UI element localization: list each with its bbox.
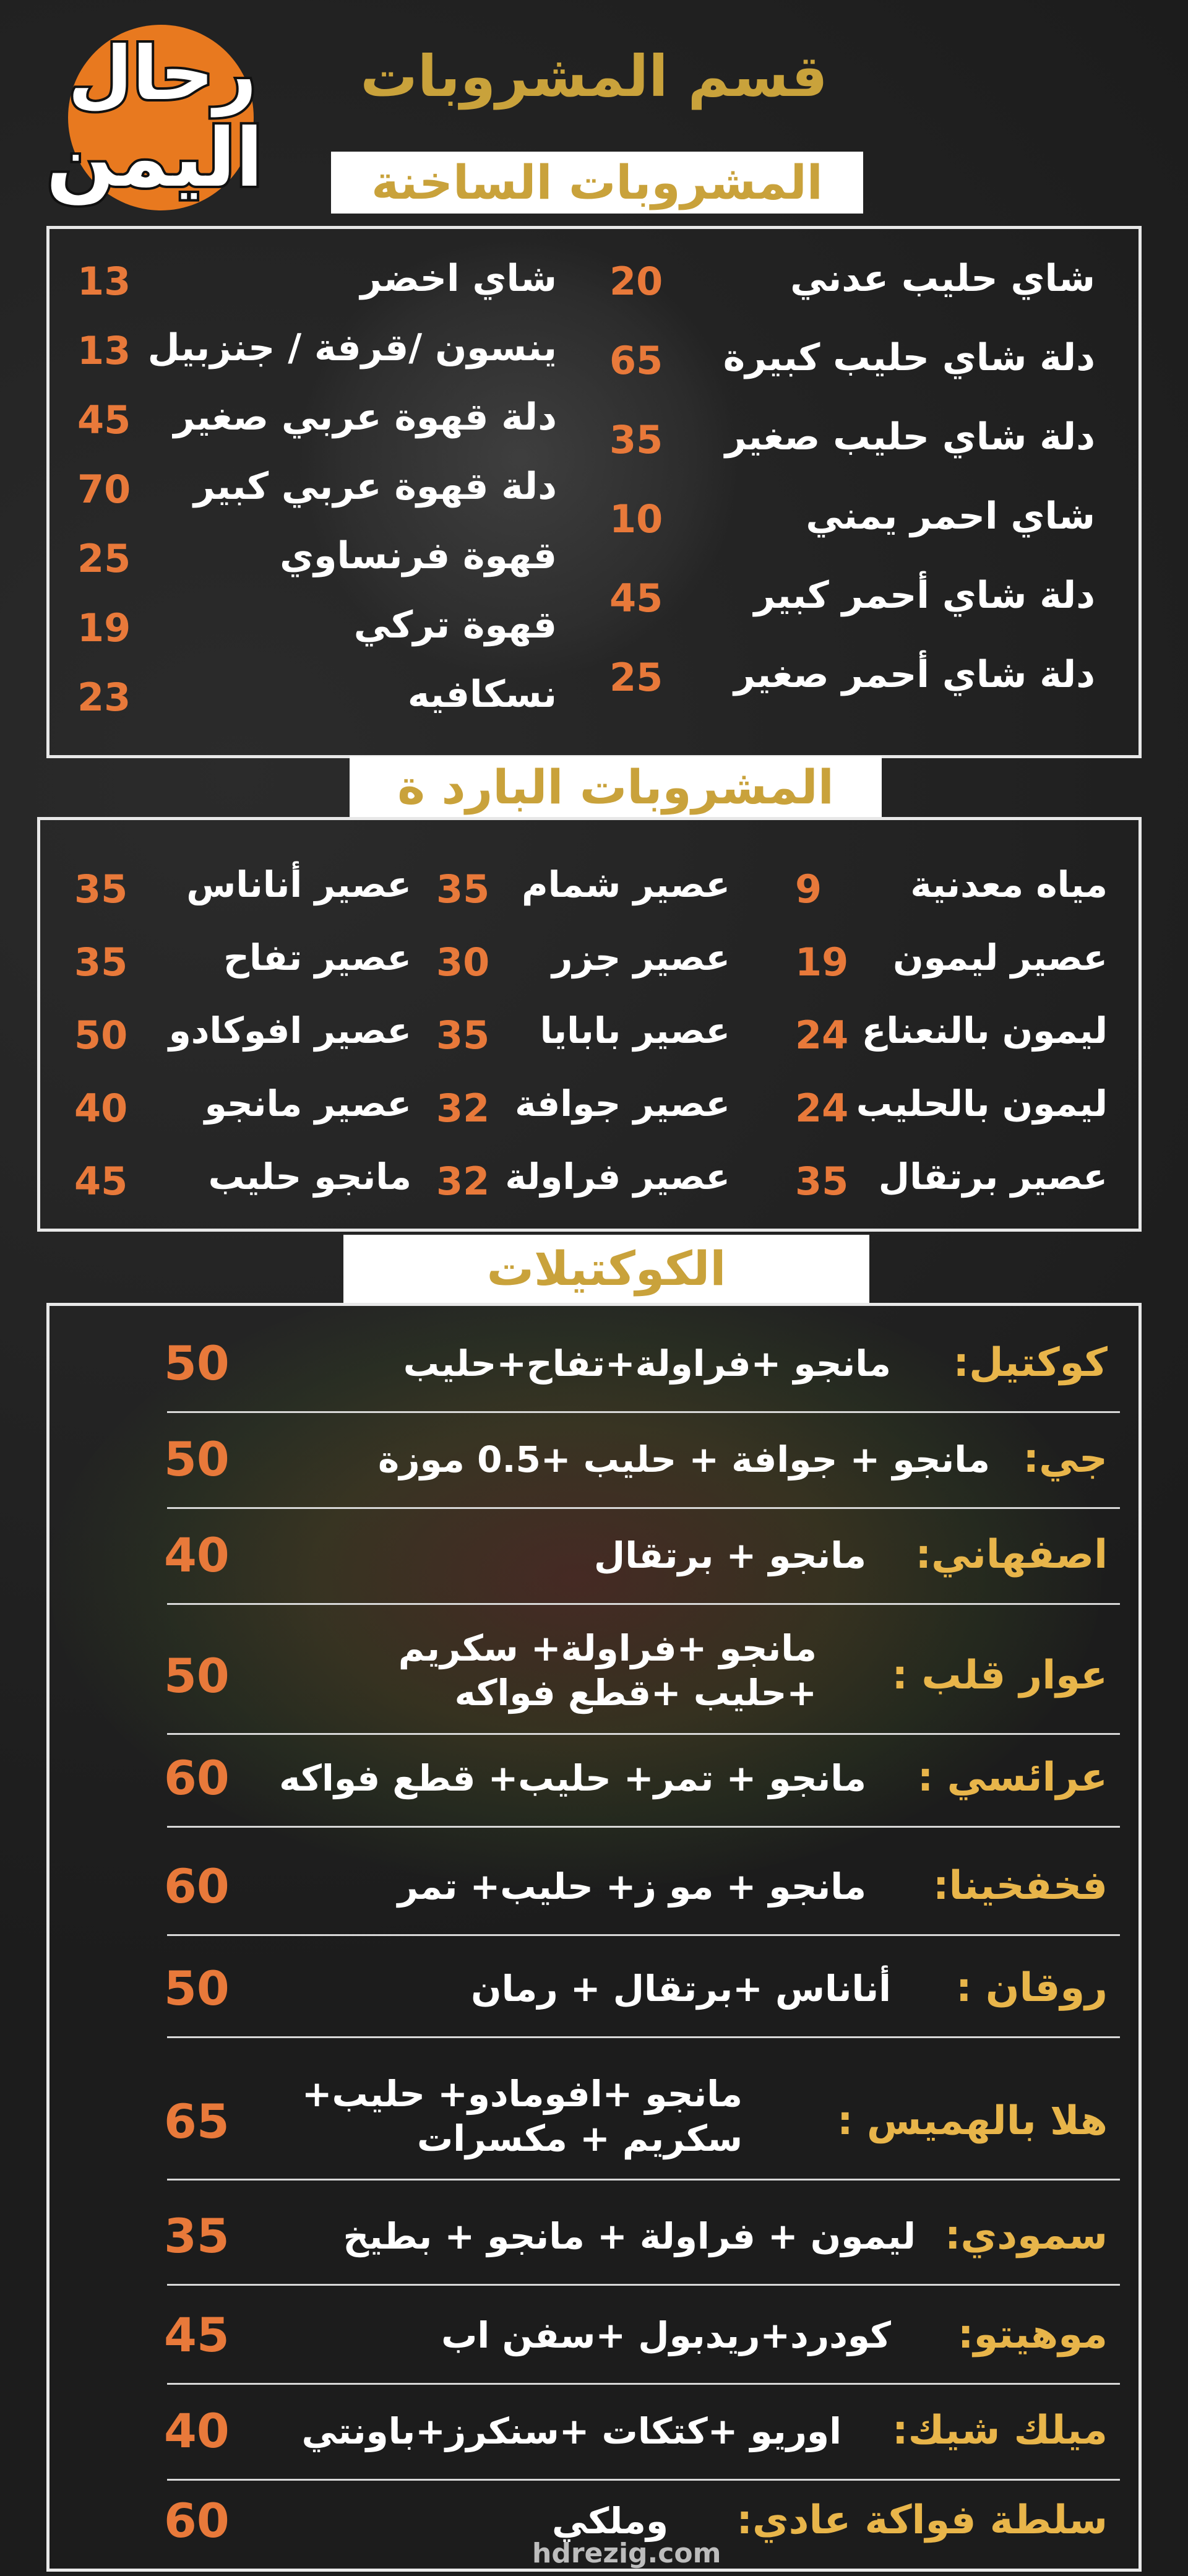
divider	[167, 1411, 1120, 1413]
hot-item-price: 25	[77, 536, 131, 581]
divider	[167, 1507, 1120, 1509]
cocktail-price: 60	[164, 1859, 230, 1914]
hot-drinks-title: المشروبات الساخنة	[331, 152, 863, 214]
hot-item-name: دلة شاي أحمر كبير	[754, 574, 1095, 617]
cocktail-price: 35	[164, 2208, 230, 2263]
cocktail-name: سمودي:	[944, 2213, 1108, 2258]
hot-item-price: 25	[609, 655, 663, 700]
hot-item-name: قهوة تركي	[353, 603, 557, 647]
cocktail-name: فخفخينا:	[932, 1863, 1108, 1909]
hot-item-name: دلة قهوة عربي كبير	[193, 465, 557, 508]
cocktail-price: 60	[164, 1750, 230, 1805]
cocktail-ingredients: مانجو +فراولة+تفاح+حليب	[403, 1342, 891, 1385]
cocktail-name: جي:	[1023, 1436, 1108, 1482]
cocktail-name: موهيتو:	[957, 2312, 1108, 2358]
cocktail-ingredients: كودرد+ريدبول +سفن اب	[441, 2314, 891, 2356]
divider	[167, 1934, 1120, 1936]
cold-item-price: 35	[74, 867, 128, 912]
cocktail-price: 50	[164, 1961, 230, 2016]
hot-item-price: 13	[77, 328, 131, 373]
cold-item-name: عصير بابايا	[540, 1009, 730, 1052]
cocktail-name: سلطة فواكة عادي:	[736, 2497, 1108, 2543]
hot-item-price: 20	[609, 259, 663, 304]
divider	[167, 2479, 1120, 2481]
cold-item-price: 35	[436, 867, 490, 912]
cold-item-name: عصير ليمون	[893, 936, 1108, 979]
logo-line1: رحال	[68, 31, 257, 117]
hot-item-name: دلة قهوة عربي صغير	[173, 395, 557, 439]
cocktail-price: 60	[164, 2493, 230, 2548]
logo-line2: اليمن	[46, 111, 264, 205]
cold-item-name: ليمون بالنعناع	[861, 1009, 1108, 1052]
hot-item-name: شاي اخضر	[360, 257, 557, 300]
divider	[167, 1733, 1120, 1735]
cold-item-price: 30	[436, 940, 490, 985]
cold-item-price: 24	[795, 1013, 849, 1058]
cold-item-name: عصير افوكادو	[168, 1009, 411, 1052]
hot-item-price: 10	[609, 496, 663, 542]
cocktail-ingredients: وملكي	[551, 2500, 668, 2542]
cold-item-price: 40	[74, 1086, 128, 1131]
hot-item-name: شاي حليب عدني	[790, 257, 1095, 300]
cocktail-price: 65	[164, 2094, 230, 2149]
hot-item-price: 45	[77, 397, 131, 443]
cocktails-title: الكوكتيلات	[343, 1235, 869, 1303]
cold-item-name: عصير برتقال	[878, 1156, 1108, 1198]
cocktail-ingredients: ليمون + فراولة + مانجو + بطيخ	[343, 2215, 916, 2257]
cocktail-price: 40	[164, 1528, 230, 1583]
cold-item-name: مياه معدنية	[910, 863, 1108, 905]
divider	[167, 2284, 1120, 2286]
cocktail-name: ميلك شيك:	[892, 2408, 1108, 2453]
watermark: hdrezig.com	[532, 2538, 721, 2569]
divider	[167, 1603, 1120, 1605]
cold-item-name: مانجو حليب	[208, 1156, 411, 1198]
cocktail-ingredients-line2: +حليب +قطع فواكه	[454, 1672, 817, 1714]
cocktail-name: عرائسي :	[917, 1755, 1108, 1800]
page-title: قسم المشروبات	[360, 43, 828, 110]
cocktail-name: عوار قلب :	[892, 1653, 1108, 1698]
cocktail-price: 40	[164, 2403, 230, 2458]
hot-item-name: شاي احمر يمني	[806, 495, 1095, 538]
cocktail-name: هلا بالهميس :	[837, 2098, 1108, 2144]
cocktail-price: 50	[164, 1648, 230, 1703]
cocktail-price: 45	[164, 2307, 230, 2362]
cocktail-ingredients: اوريو +كتكات +سنكرز+باونتي	[301, 2410, 842, 2452]
hot-item-price: 19	[77, 605, 131, 650]
hot-item-price: 65	[609, 338, 663, 383]
cold-item-price: 32	[436, 1086, 490, 1131]
cocktail-ingredients: مانجو + جوافة + حليب +0.5 موزة	[378, 1438, 990, 1480]
hot-item-price: 13	[77, 259, 131, 304]
hot-item-name: دلة شاي حليب كبيرة	[723, 336, 1095, 379]
cocktail-ingredients: أناناس +برتقال + رمان	[471, 1968, 891, 2010]
hot-item-name: نسكافيه	[407, 673, 557, 716]
cold-item-price: 9	[795, 867, 822, 912]
cocktail-name: اصفهاني:	[915, 1532, 1108, 1578]
cocktails-box	[46, 1303, 1142, 2572]
divider	[167, 2179, 1120, 2181]
cold-item-name: عصير تفاح	[223, 936, 411, 979]
hot-item-name: دلة شاي حليب صغير	[725, 415, 1095, 459]
hot-item-name: ينسون /قرفة / جنزبيل	[147, 326, 557, 370]
cocktail-ingredients: مانجو + برتقال	[593, 1534, 866, 1576]
cold-item-price: 35	[795, 1159, 849, 1204]
cold-item-price: 35	[436, 1013, 490, 1058]
cold-item-name: عصير شمام	[522, 863, 730, 905]
cocktail-ingredients: مانجو + مو ز+ حليب+ تمر	[397, 1865, 866, 1908]
cold-item-name: عصير فراولة	[505, 1156, 730, 1198]
cold-item-name: عصير أناناس	[186, 863, 411, 905]
cold-item-name: عصير جوافة	[515, 1083, 730, 1125]
cocktail-name: روقان :	[955, 1965, 1108, 2011]
cold-item-name: عصير مانجو	[204, 1083, 411, 1125]
cold-item-price: 45	[74, 1159, 128, 1204]
divider	[167, 1826, 1120, 1828]
cocktail-ingredients: مانجو +فراولة+ سكريم	[398, 1627, 817, 1669]
cold-item-price: 24	[795, 1086, 849, 1131]
cold-item-price: 19	[795, 940, 849, 985]
cold-item-price: 32	[436, 1159, 490, 1204]
cold-item-price: 50	[74, 1013, 128, 1058]
cocktail-ingredients-line2: سكريم + مكسرات	[417, 2117, 742, 2159]
cold-item-name: عصير جزر	[552, 936, 730, 979]
cocktail-price: 50	[164, 1336, 230, 1391]
restaurant-logo	[43, 25, 266, 217]
hot-item-price: 45	[609, 576, 663, 621]
cocktail-ingredients: مانجو + تمر+ حليب+ قطع فواكه	[279, 1757, 866, 1799]
hot-item-name: دلة شاي أحمر صغير	[734, 653, 1095, 696]
divider	[167, 2036, 1120, 2038]
cocktail-name: كوكتيل:	[953, 1340, 1108, 1386]
divider	[167, 2383, 1120, 2385]
hot-item-name: قهوة فرنساوي	[280, 534, 557, 577]
cocktail-ingredients: مانجو +افومادو+ حليب+	[301, 2073, 742, 2115]
cocktail-price: 50	[164, 1432, 230, 1487]
hot-item-price: 35	[609, 417, 663, 462]
hot-item-price: 23	[77, 675, 131, 720]
cold-item-price: 35	[74, 940, 128, 985]
cold-item-name: ليمون بالحليب	[856, 1083, 1108, 1125]
hot-item-price: 70	[77, 467, 131, 512]
cold-drinks-title: المشروبات البارد ة	[350, 756, 882, 818]
